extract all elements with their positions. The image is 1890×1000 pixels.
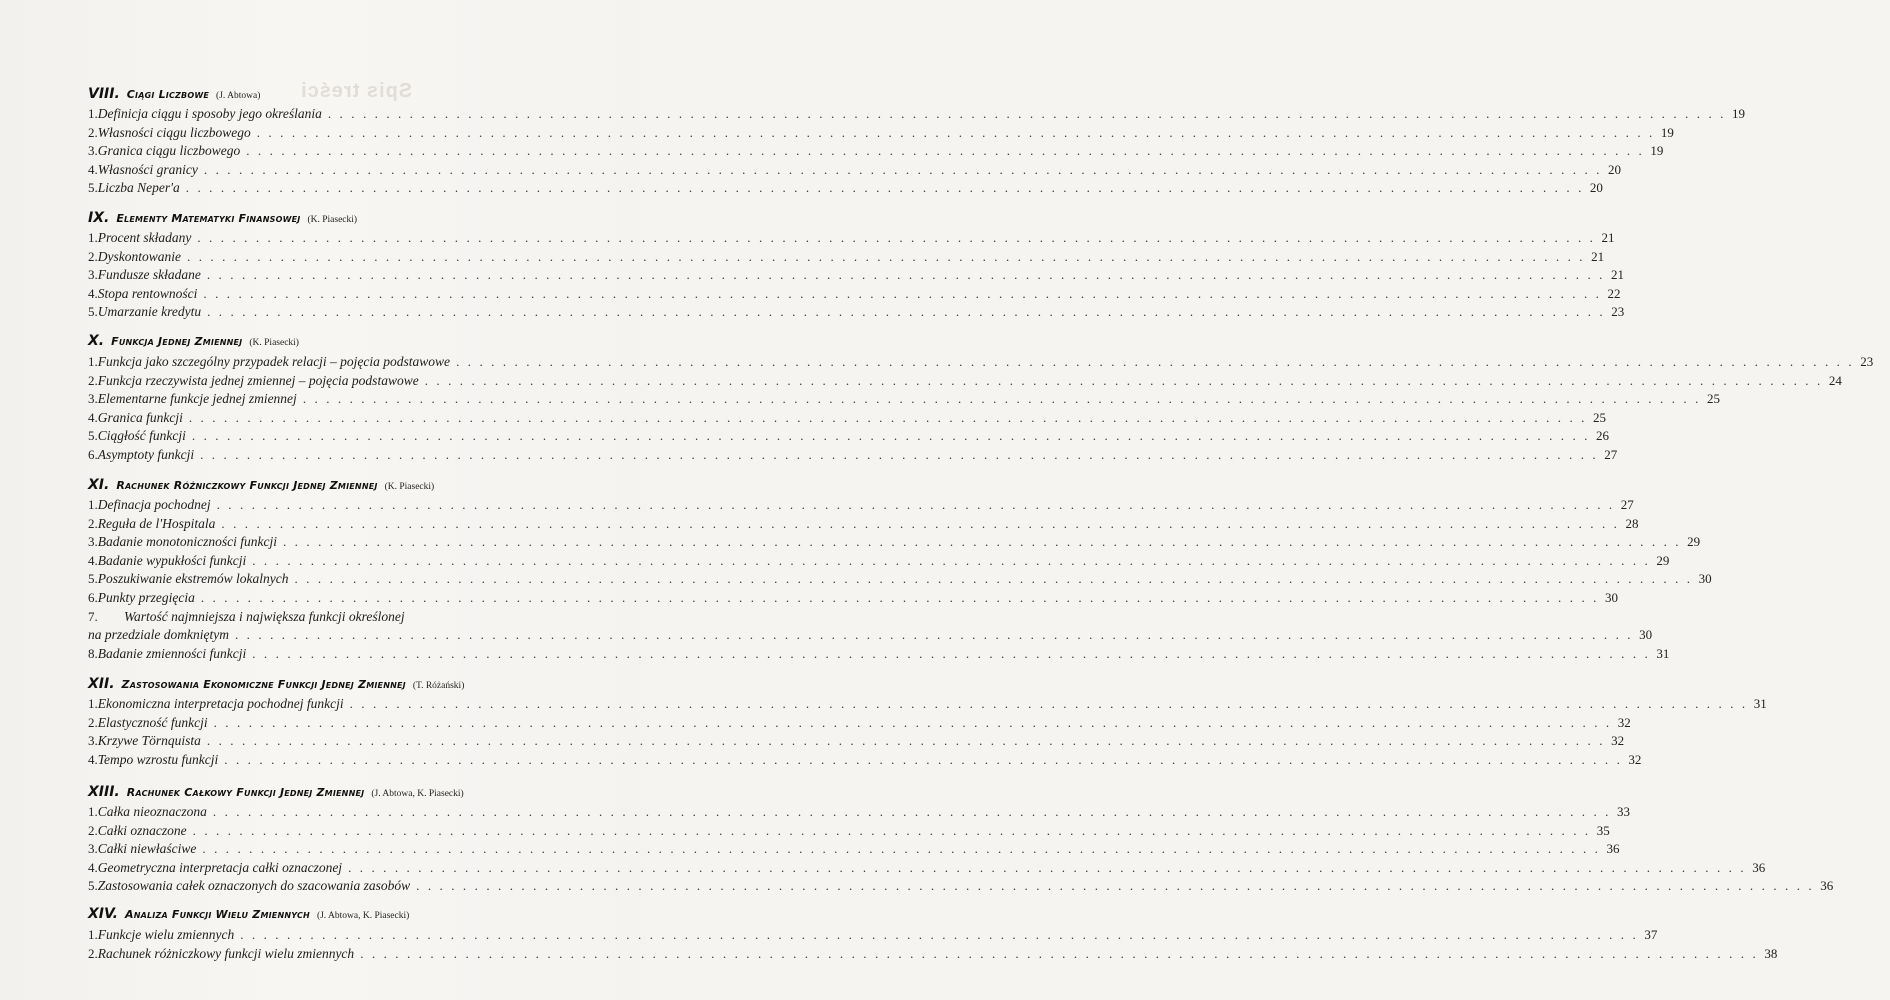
entry-title: Całka nieoznaczona	[97, 804, 207, 819]
entry-title: Punkty przegięcia	[97, 590, 195, 605]
entry-number: 4.	[88, 285, 98, 301]
entry-number: 3.	[88, 534, 98, 550]
toc-entry[interactable]	[88, 372, 1842, 391]
toc-entry[interactable]	[88, 841, 1620, 859]
toc-entry[interactable]	[88, 391, 1720, 409]
entry-number: 5.	[88, 878, 98, 894]
page-number: 27	[1620, 497, 1634, 512]
entry-title: Badanie monotoniczności funkcji	[97, 534, 277, 550]
dot-leader: . . . . . . . . . . . . . . . . . . . . . . . . . . . . . . . . . . . . . . . . . . . . . . . . . . . . . . . . . . . . . . . . . . . . . . . . . . . . . . . . . . . . . . . . . . . . . . . . . . . . . . . . . . . . . . . . . . . . . . . .	[192, 822, 1591, 838]
toc-entry[interactable]	[88, 714, 1631, 733]
section-title: Rachunek Różniczkowy Funkcji Jednej Zmiennej	[116, 479, 378, 492]
toc-entry[interactable]	[88, 106, 1745, 124]
toc-entry[interactable]	[88, 285, 1621, 304]
entry-title: Liczba Neper'a	[97, 180, 180, 196]
entry-title: Tempo wzrostu funkcji	[97, 751, 219, 767]
dot-leader: . . . . . . . . . . . . . . . . . . . . . . . . . . . . . . . . . . . . . . . . . . . . . . . . . . . . . . . . . . . . . . . . . . . . . . . . . . . . . . . . . . . . . . . . . . . . . . . . . . . . . . . . . . . . . . . . . . . . . . . .	[416, 878, 1815, 894]
dot-leader: . . . . . . . . . . . . . . . . . . . . . . . . . . . . . . . . . . . . . . . . . . . . . . . . . . . . . . . . . . . . . . . . . . . . . . . . . . . . . . . . . . . . . . . . . . . . . . . . . . . . . . . . . . . . . . . . . . . . . . . .	[282, 534, 1682, 550]
toc-entry[interactable]	[88, 552, 1670, 571]
entry-number: 1.	[88, 497, 98, 512]
dot-leader: . . . . . . . . . . . . . . . . . . . . . . . . . . . . . . . . . . . . . . . . . . . . . . . . . . . . . . . . . . . . . . . . . . . . . . . . . . . . . . . . . . . . . . . . . . . . . . . . . . . . . . . . . . . . . . . . . . . . . . . .	[294, 571, 1693, 587]
toc-entry[interactable]	[88, 447, 1618, 465]
dot-leader: . . . . . . . . . . . . . . . . . . . . . . . . . . . . . . . . . . . . . . . . . . . . . . . . . . . . . . . . . . . . . . . . . . . . . . . . . . . . . . . . . . . . . . . . . . . . . . . . . . . . . . . . . . . . . . . . . . . . . . . .	[246, 143, 1645, 159]
entry-title: Badanie wypukłości funkcji	[97, 552, 247, 568]
entry-title: Ciągłość funkcji	[97, 428, 186, 444]
dot-leader: . . . . . . . . . . . . . . . . . . . . . . . . . . . . . . . . . . . . . . . . . . . . . . . . . . . . . . . . . . . . . . . . . . . . . . . . . . . . . . . . . . . . . . . . . . . . . . . . . . . . . . . . . . . . . . . . . . . . . . . .	[224, 751, 1623, 767]
entry-title: Elastyczność funkcji	[97, 714, 208, 730]
page-number: 38	[1764, 945, 1778, 961]
page-number: 36	[1752, 859, 1766, 875]
toc-entry[interactable]	[88, 822, 1610, 841]
page-number: 25	[1593, 409, 1607, 425]
section-author: (T. Różański)	[412, 681, 465, 691]
page-number: 20	[1608, 161, 1622, 177]
section-title: Zastosowania Ekonomiczne Funkcji Jednej Zmiennej	[121, 678, 406, 691]
entry-title: Całki oznaczone	[97, 822, 187, 838]
section-title: Elementy Matematyki Finansowej	[116, 212, 301, 225]
entry-number: 4.	[88, 552, 98, 568]
entry-title: Granica ciągu liczbowego	[97, 143, 241, 159]
entry-number: 2.	[88, 822, 98, 838]
toc-entry[interactable]	[88, 230, 1615, 248]
section-number: VIII.	[88, 86, 120, 102]
dot-leader: . . . . . . . . . . . . . . . . . . . . . . . . . . . . . . . . . . . . . . . . . . . . . . . . . . . . . . . . . . . . . . . . . . . . . . . . . . . . . . . . . . . . . . . . . . . . . . . . . . . . . . . . . . . . . . . . . . . . . . . .	[188, 409, 1588, 425]
page-number: 36	[1606, 841, 1620, 857]
dot-leader: . . . . . . . . . . . . . . . . . . . . . . . . . . . . . . . . . . . . . . . . . . . . . . . . . . . . . . . . . . . . . . . . . . . . . . . . . . . . . . . . . . . . . . . . . . . . . . . . . . . . . . . . . . . . . . . . . . . . . . . .	[216, 497, 1615, 512]
toc-entry[interactable]	[88, 733, 1625, 751]
page-number: 27	[1604, 447, 1618, 462]
toc-entry[interactable]	[88, 804, 1631, 822]
toc-entry[interactable]	[88, 161, 1622, 180]
dot-leader: . . . . . . . . . . . . . . . . . . . . . . . . . . . . . . . . . . . . . . . . . . . . . . . . . . . . . . . . . . . . . . . . . . . . . . . . . . . . . . . . . . . . . . . . . . . . . . . . . . . . . . . . . . . . . . . . . . . . . . . .	[327, 106, 1726, 121]
page-number: 30	[1698, 571, 1712, 587]
page-number: 31	[1656, 645, 1670, 661]
page-number: 26	[1596, 428, 1610, 444]
entry-number: 2.	[88, 515, 98, 531]
entry-title: Funkcja rzeczywista jednej zmiennej – pojęcia podstawowe	[97, 372, 419, 388]
entry-title: Definacja pochodnej	[97, 497, 211, 512]
page-number: 35	[1596, 822, 1610, 838]
section-number: IX.	[88, 210, 110, 226]
toc-entry[interactable]	[88, 428, 1610, 446]
dot-leader: . . . . . . . . . . . . . . . . . . . . . . . . . . . . . . . . . . . . . . . . . . . . . . . . . . . . . . . . . . . . . . . . . . . . . . . . . . . . . . . . . . . . . . . . . . . . . . . . . . . . . . . . . . . . . . . . . . . . . . . .	[197, 230, 1596, 245]
page-number: 21	[1591, 248, 1605, 264]
entry-title: Asymptoty funkcji	[97, 447, 195, 462]
page-number: 23	[1611, 304, 1625, 320]
dot-leader: . . . . . . . . . . . . . . . . . . . . . . . . . . . . . . . . . . . . . . . . . . . . . . . . . . . . . . . . . . . . . . . . . . . . . . . . . . . . . . . . . . . . . . . . . . . . . . . . . . . . . . . . . . . . . . . . . . . . . . . .	[213, 714, 1612, 730]
entry-title: Reguła de l'Hospitala	[97, 515, 216, 531]
entry-number: 1.	[88, 354, 98, 369]
entry-number: 2.	[88, 714, 98, 730]
page-number: 24	[1828, 372, 1842, 388]
toc-entry[interactable]	[88, 571, 1712, 589]
section-number: XIII.	[88, 784, 120, 800]
entry-number: 3.	[88, 841, 98, 857]
page-number: 28	[1625, 515, 1639, 531]
section-heading	[88, 477, 434, 495]
dot-leader: . . . . . . . . . . . . . . . . . . . . . . . . . . . . . . . . . . . . . . . . . . . . . . . . . . . . . . . . . . . . . . . . . . . . . . . . . . . . . . . . . . . . . . . . . . . . . . . . . . . . . . . . . . . . . . . . . . . . . . . .	[206, 267, 1606, 283]
section-author: (J. Abtowa, K. Piasecki)	[371, 789, 464, 799]
page-number: 25	[1706, 391, 1720, 407]
toc-entry[interactable]	[88, 304, 1625, 322]
page-number: 36	[1820, 878, 1834, 894]
toc-entry[interactable]	[88, 751, 1642, 770]
toc-entry[interactable]	[88, 515, 1639, 534]
entry-title: Fundusze składane	[97, 267, 201, 283]
page-number: 19	[1732, 106, 1745, 121]
entry-title: na przedziale domkniętym	[88, 627, 229, 643]
toc-entry[interactable]	[88, 645, 1670, 664]
page-number: 29	[1687, 534, 1701, 550]
page-number: 32	[1628, 751, 1642, 767]
entry-title: Rachunek różniczkowy funkcji wielu zmiennych	[97, 945, 355, 961]
entry-number: 2.	[88, 372, 98, 388]
entry-number: 4.	[88, 409, 98, 425]
section-author: (J. Abtowa)	[216, 91, 261, 101]
toc-entry[interactable]	[88, 248, 1605, 267]
page-number: 30	[1639, 627, 1653, 643]
section-number: X.	[88, 333, 105, 349]
entry-number: 7.	[88, 608, 98, 624]
toc-entry[interactable]	[88, 409, 1607, 428]
page-number: 30	[1605, 590, 1618, 605]
toc-entry[interactable]	[88, 354, 1874, 372]
entry-title: Procent składany	[97, 230, 192, 245]
entry-number: 2.	[88, 124, 98, 140]
dot-leader: . . . . . . . . . . . . . . . . . . . . . . . . . . . . . . . . . . . . . . . . . . . . . . . . . . . . . . . . . . . . . . . . . . . . . . . . . . . . . . . . . . . . . . . . . . . . . . . . . . . . . . . . . . . . . . . . . . . . . . . .	[424, 372, 1823, 388]
toc-entry[interactable]	[88, 143, 1664, 161]
entry-number: 1.	[88, 927, 98, 942]
page-number: 19	[1660, 124, 1674, 140]
entry-title: Krzywe Törnquista	[97, 733, 201, 749]
page-number: 31	[1753, 696, 1767, 711]
entry-number: 3.	[88, 143, 98, 159]
entry-number: 1.	[88, 804, 98, 819]
entry-title: Wartość najmniejsza i największa funkcji określonej	[124, 608, 405, 624]
dot-leader: . . . . . . . . . . . . . . . . . . . . . . . . . . . . . . . . . . . . . . . . . . . . . . . . . . . . . . . . . . . . . . . . . . . . . . . . . . . . . . . . . . . . . . . . . . . . . . . . . . . . . . . . . . . . . . . . . . . . . . . .	[348, 859, 1747, 875]
section-title: Funkcja Jednej Zmiennej	[111, 335, 243, 348]
toc-entry[interactable]	[88, 859, 1766, 878]
toc-entry[interactable]	[88, 267, 1625, 285]
entry-title: Dyskontowanie	[97, 248, 181, 264]
entry-number: 5.	[88, 428, 98, 444]
entry-number: 5.	[88, 180, 98, 196]
show-through-text: Spis treści	[300, 80, 413, 102]
section-author: (K. Piasecki)	[384, 482, 435, 492]
section-number: XII.	[88, 676, 115, 692]
entry-number: 4.	[88, 751, 98, 767]
entry-number: 3.	[88, 391, 98, 407]
dot-leader: . . . . . . . . . . . . . . . . . . . . . . . . . . . . . . . . . . . . . . . . . . . . . . . . . . . . . . . . . . . . . . . . . . . . . . . . . . . . . . . . . . . . . . . . . . . . . . . . . . . . . . . . . . . . . . . . . . . . . . . .	[203, 285, 1602, 301]
page-number: 22	[1607, 285, 1621, 301]
entry-title: Poszukiwanie ekstremów lokalnych	[97, 571, 289, 587]
dot-leader: . . . . . . . . . . . . . . . . . . . . . . . . . . . . . . . . . . . . . . . . . . . . . . . . . . . . . . . . . . . . . . . . . . . . . . . . . . . . . . . . . . . . . . . . . . . . . . . . . . . . . . . . . . . . . . . . . . . . . . . .	[349, 696, 1748, 711]
section-title: Analiza Funkcji Wielu Zmiennych	[124, 908, 310, 921]
toc-entry[interactable]	[88, 180, 1603, 198]
entry-number: 4.	[88, 859, 98, 875]
dot-leader: . . . . . . . . . . . . . . . . . . . . . . . . . . . . . . . . . . . . . . . . . . . . . . . . . . . . . . . . . . . . . . . . . . . . . . . . . . . . . . . . . . . . . . . . . . . . . . . . . . . . . . . . . . . . . . . . . . . . . . . .	[456, 354, 1855, 369]
section-number: XI.	[88, 477, 110, 493]
entry-number: 1.	[88, 230, 98, 245]
entry-number: 3.	[88, 733, 98, 749]
entry-number: 1.	[88, 106, 98, 121]
toc-entry[interactable]	[88, 927, 1658, 945]
section-author: (K. Piasecki)	[307, 215, 358, 225]
section-author: (J. Abtowa, K. Piasecki)	[316, 911, 410, 921]
dot-leader: . . . . . . . . . . . . . . . . . . . . . . . . . . . . . . . . . . . . . . . . . . . . . . . . . . . . . . . . . . . . . . . . . . . . . . . . . . . . . . . . . . . . . . . . . . . . . . . . . . . . . . . . . . . . . . . . . . . . . . . .	[185, 180, 1584, 196]
page-number: 32	[1617, 714, 1631, 730]
page-number: 29	[1656, 552, 1670, 568]
dot-leader: . . . . . . . . . . . . . . . . . . . . . . . . . . . . . . . . . . . . . . . . . . . . . . . . . . . . . . . . . . . . . . . . . . . . . . . . . . . . . . . . . . . . . . . . . . . . . . . . . . . . . . . . . . . . . . . . . . . . . . . .	[200, 447, 1599, 462]
section-heading	[88, 784, 464, 802]
page-number: 19	[1650, 143, 1664, 159]
dot-leader: . . . . . . . . . . . . . . . . . . . . . . . . . . . . . . . . . . . . . . . . . . . . . . . . . . . . . . . . . . . . . . . . . . . . . . . . . . . . . . . . . . . . . . . . . . . . . . . . . . . . . . . . . . . . . . . . . . . . . . . .	[256, 124, 1655, 140]
entry-title: Elementarne funkcje jednej zmiennej	[97, 391, 297, 407]
toc-entry[interactable]	[88, 627, 1653, 645]
entry-title: Ekonomiczna interpretacja pochodnej funkcji	[97, 696, 344, 711]
toc-entry[interactable]	[88, 497, 1634, 515]
section-title: Ciągi Liczbowe	[126, 88, 210, 101]
entry-title: Definicja ciągu i sposoby jego określania	[97, 106, 322, 121]
entry-number: 4.	[88, 161, 98, 177]
entry-title: Zastosowania całek oznaczonych do szacowania zasobów	[97, 878, 411, 894]
entry-title: Granica funkcji	[97, 409, 183, 425]
section-heading	[88, 86, 260, 104]
section-heading	[88, 676, 464, 694]
dot-leader: . . . . . . . . . . . . . . . . . . . . . . . . . . . . . . . . . . . . . . . . . . . . . . . . . . . . . . . . . . . . . . . . . . . . . . . . . . . . . . . . . . . . . . . . . . . . . . . . . . . . . . . . . . . . . . . . . . . . . . . .	[200, 590, 1599, 605]
page-number: 21	[1611, 267, 1625, 283]
entry-number: 6.	[88, 447, 98, 462]
dot-leader: . . . . . . . . . . . . . . . . . . . . . . . . . . . . . . . . . . . . . . . . . . . . . . . . . . . . . . . . . . . . . . . . . . . . . . . . . . . . . . . . . . . . . . . . . . . . . . . . . . . . . . . . . . . . . . . . . . . . . . . .	[221, 515, 1620, 531]
dot-leader: . . . . . . . . . . . . . . . . . . . . . . . . . . . . . . . . . . . . . . . . . . . . . . . . . . . . . . . . . . . . . . . . . . . . . . . . . . . . . . . . . . . . . . . . . . . . . . . . . . . . . . . . . . . . . . . . . . . . . . . .	[212, 804, 1612, 819]
toc-entry[interactable]	[88, 609, 668, 627]
dot-leader: . . . . . . . . . . . . . . . . . . . . . . . . . . . . . . . . . . . . . . . . . . . . . . . . . . . . . . . . . . . . . . . . . . . . . . . . . . . . . . . . . . . . . . . . . . . . . . . . . . . . . . . . . . . . . . . . . . . . . . . .	[302, 391, 1701, 407]
entry-title: Własności granicy	[97, 161, 198, 177]
section-title: Rachunek Całkowy Funkcji Jednej Zmiennej	[126, 786, 365, 799]
page-number: 32	[1611, 733, 1625, 749]
page-number: 21	[1601, 230, 1615, 245]
entry-number: 2.	[88, 945, 98, 961]
entry-number: 1.	[88, 696, 98, 711]
entry-title: Funkcja jako szczególny przypadek relacji – pojęcia podstawowe	[97, 354, 451, 369]
section-author: (K. Piasecki)	[249, 338, 299, 348]
toc-entry[interactable]	[88, 945, 1778, 964]
entry-title: Stopa rentowności	[97, 285, 198, 301]
page-number: 20	[1589, 180, 1603, 196]
dot-leader: . . . . . . . . . . . . . . . . . . . . . . . . . . . . . . . . . . . . . . . . . . . . . . . . . . . . . . . . . . . . . . . . . . . . . . . . . . . . . . . . . . . . . . . . . . . . . . . . . . . . . . . . . . . . . . . . . . . . . . . .	[252, 645, 1651, 661]
dot-leader: . . . . . . . . . . . . . . . . . . . . . . . . . . . . . . . . . . . . . . . . . . . . . . . . . . . . . . . . . . . . . . . . . . . . . . . . . . . . . . . . . . . . . . . . . . . . . . . . . . . . . . . . . . . . . . . . . . . . . . . .	[202, 841, 1601, 857]
entry-title: Funkcje wielu zmiennych	[97, 927, 235, 942]
toc-entry[interactable]	[88, 590, 1618, 608]
entry-number: 5.	[88, 304, 98, 320]
section-number: XIV.	[88, 906, 118, 922]
toc-entry[interactable]	[88, 124, 1674, 143]
section-heading	[88, 210, 357, 228]
section-heading	[88, 333, 299, 351]
toc-entry[interactable]	[88, 878, 1834, 896]
page-number: 37	[1644, 927, 1658, 942]
dot-leader: . . . . . . . . . . . . . . . . . . . . . . . . . . . . . . . . . . . . . . . . . . . . . . . . . . . . . . . . . . . . . . . . . . . . . . . . . . . . . . . . . . . . . . . . . . . . . . . . . . . . . . . . . . . . . . . . . . . . . . . .	[252, 552, 1651, 568]
dot-leader: . . . . . . . . . . . . . . . . . . . . . . . . . . . . . . . . . . . . . . . . . . . . . . . . . . . . . . . . . . . . . . . . . . . . . . . . . . . . . . . . . . . . . . . . . . . . . . . . . . . . . . . . . . . . . . . . . . . . . . . .	[187, 248, 1586, 264]
entry-number: 5.	[88, 571, 98, 587]
entry-title: Całki niewłaściwe	[97, 841, 197, 857]
toc-entry[interactable]	[88, 696, 1767, 714]
dot-leader: . . . . . . . . . . . . . . . . . . . . . . . . . . . . . . . . . . . . . . . . . . . . . . . . . . . . . . . . . . . . . . . . . . . . . . . . . . . . . . . . . . . . . . . . . . . . . . . . . . . . . . . . . . . . . . . . . . . . . . . .	[234, 627, 1634, 643]
dot-leader: . . . . . . . . . . . . . . . . . . . . . . . . . . . . . . . . . . . . . . . . . . . . . . . . . . . . . . . . . . . . . . . . . . . . . . . . . . . . . . . . . . . . . . . . . . . . . . . . . . . . . . . . . . . . . . . . . . . . . . . .	[360, 945, 1759, 961]
entry-title: Geometryczna interpretacja całki oznaczonej	[97, 859, 343, 875]
dot-leader: . . . . . . . . . . . . . . . . . . . . . . . . . . . . . . . . . . . . . . . . . . . . . . . . . . . . . . . . . . . . . . . . . . . . . . . . . . . . . . . . . . . . . . . . . . . . . . . . . . . . . . . . . . . . . . . . . . . . . . . .	[203, 161, 1603, 177]
dot-leader: . . . . . . . . . . . . . . . . . . . . . . . . . . . . . . . . . . . . . . . . . . . . . . . . . . . . . . . . . . . . . . . . . . . . . . . . . . . . . . . . . . . . . . . . . . . . . . . . . . . . . . . . . . . . . . . . . . . . . . . .	[207, 304, 1606, 320]
entry-number: 8.	[88, 645, 98, 661]
entry-number: 3.	[88, 267, 98, 283]
toc-entry[interactable]	[88, 534, 1701, 552]
entry-title: Badanie zmienności funkcji	[97, 645, 247, 661]
section-heading	[88, 906, 409, 924]
entry-title: Umarzanie kredytu	[97, 304, 202, 320]
entry-title: Własności ciągu liczbowego	[97, 124, 251, 140]
dot-leader: . . . . . . . . . . . . . . . . . . . . . . . . . . . . . . . . . . . . . . . . . . . . . . . . . . . . . . . . . . . . . . . . . . . . . . . . . . . . . . . . . . . . . . . . . . . . . . . . . . . . . . . . . . . . . . . . . . . . . . . .	[240, 927, 1639, 942]
page-number: 33	[1617, 804, 1631, 819]
entry-number: 6.	[88, 590, 98, 605]
dot-leader: . . . . . . . . . . . . . . . . . . . . . . . . . . . . . . . . . . . . . . . . . . . . . . . . . . . . . . . . . . . . . . . . . . . . . . . . . . . . . . . . . . . . . . . . . . . . . . . . . . . . . . . . . . . . . . . . . . . . . . . .	[191, 428, 1591, 444]
entry-number: 2.	[88, 248, 98, 264]
dot-leader: . . . . . . . . . . . . . . . . . . . . . . . . . . . . . . . . . . . . . . . . . . . . . . . . . . . . . . . . . . . . . . . . . . . . . . . . . . . . . . . . . . . . . . . . . . . . . . . . . . . . . . . . . . . . . . . . . . . . . . . .	[206, 733, 1606, 749]
page-number: 23	[1860, 354, 1874, 369]
